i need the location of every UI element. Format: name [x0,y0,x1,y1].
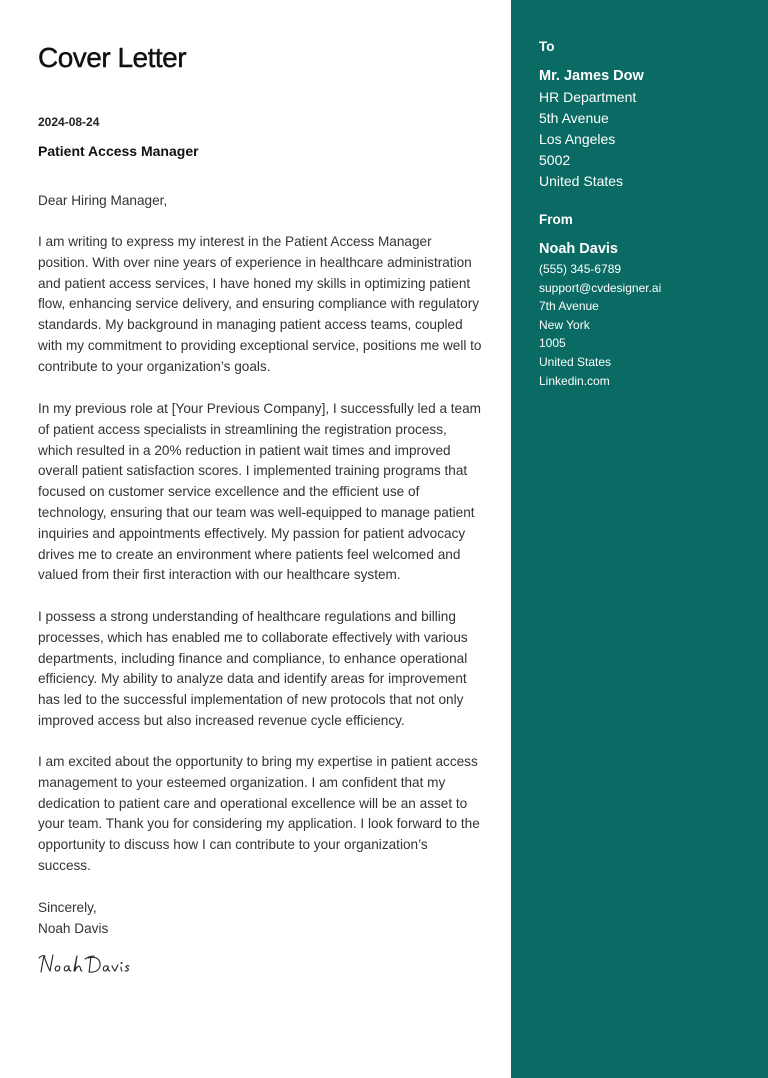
handwritten-signature [38,950,133,978]
page-title: Cover Letter [38,42,187,73]
recipient-city: Los Angeles [539,131,616,147]
closing: Sincerely, [38,900,97,915]
sender-linkedin-link[interactable]: Linkedin.com [539,374,610,388]
to-label: To [539,39,555,54]
paragraph-2: In my previous role at [Your Previous Company], I successfully led a team of patient access specialists in streamlining the registration process, which resulted in a 20% reduction in patient wait times and improved overall patient satisfaction scores. I implemented training programs that focused on customer service excellence and the efficient use of technology, ensuring that our team was well-equipped to manage patient inquiries and appointments effectively. My passion for patient advocacy drives me to create an environment where patients feel welcomed and valued from their first interaction with our healthcare system. [38,401,482,583]
sender-phone: (555) 345-6789 [539,262,622,276]
sender-name: Noah Davis [539,241,618,257]
contact-sidebar [511,0,768,1078]
signature-drawing [38,950,133,978]
recipient-country: United States [539,173,624,189]
salutation: Dear Hiring Manager, [38,193,168,208]
from-label: From [539,212,573,227]
recipient-department: HR Department [539,89,637,105]
position-title: Patient Access Manager [38,143,199,159]
recipient-zip: 5002 [539,152,571,168]
sender-country: United States [539,355,612,369]
sender-email[interactable]: support@cvdesigner.ai [539,281,662,295]
letter-date: 2024-08-24 [38,115,100,129]
paragraph-4: I am excited about the opportunity to bring my expertise in patient access management to your esteemed organization. I am confident that my dedication to patient care and operational excellence will be an asset to your team. Thank you for considering my application. I look forward to the opportunity to discuss how I can contribute to your organization’s success. [38,754,480,873]
sender-street: 7th Avenue [539,299,599,313]
paragraph-3: I possess a strong understanding of healthcare regulations and billing processes, which has enabled me to collaborate effectively with various departments, including finance and compliance, to enhance operational efficiency. My ability to analyze data and identify areas for improvement has led to the successful implementation of new protocols that not only improved access but also increased revenue cycle efficiency. [38,609,468,728]
sender-city: New York [539,318,590,332]
recipient-name: Mr. James Dow [539,68,644,84]
paragraph-1: I am writing to express my interest in the Patient Access Manager position. With over nine years of experience in healthcare administration and patient access services, I have honed my skills in optimizing patient flow, enhancing service delivery, and ensuring compliance with regulatory standards. My background in managing patient access teams, coupled with my commitment to providing exceptional service, positions me well to contribute to your organization’s goals. [38,234,482,374]
sender-zip: 1005 [539,336,566,350]
recipient-street: 5th Avenue [539,110,609,126]
signer-name: Noah Davis [38,921,109,936]
